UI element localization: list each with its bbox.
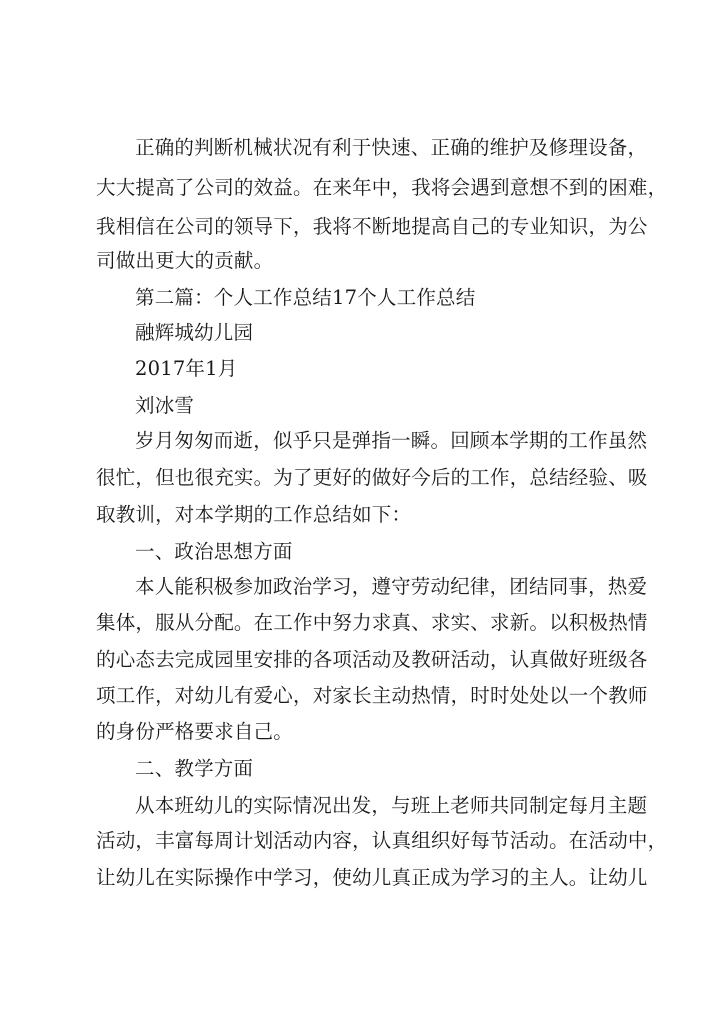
school-name: 融辉城幼儿园 bbox=[135, 321, 254, 344]
paragraph-line: 取教训，对本学期的工作总结如下： bbox=[96, 503, 412, 526]
paragraph-line: 活动，丰富每周计划活动内容，认真组织好每节活动。在活动中， bbox=[96, 829, 668, 852]
section-heading: 第二篇：个人工作总结17个人工作总结 bbox=[135, 286, 476, 309]
paragraph-line: 让幼儿在实际操作中学习，使幼儿真正成为学习的主人。让幼儿 bbox=[96, 866, 648, 889]
subsection-heading: 一、政治思想方面 bbox=[135, 540, 293, 563]
paragraph-line: 的身份严格要求自己。 bbox=[96, 720, 294, 743]
paragraph-line: 大大提高了公司的效益。在来年中，我将会遇到意想不到的困难， bbox=[96, 176, 668, 199]
paragraph-line: 司做出更大的贡献。 bbox=[96, 249, 274, 272]
paragraph-line: 集体，服从分配。在工作中努力求真、求实、求新。以积极热情 bbox=[96, 611, 648, 634]
paragraph-line: 很忙，但也很充实。为了更好的做好今后的工作，总结经验、吸 bbox=[96, 466, 648, 489]
paragraph-line: 岁月匆匆而逝，似乎只是弹指一瞬。回顾本学期的工作虽然 bbox=[135, 429, 648, 452]
date-line: 2017年1月 bbox=[135, 357, 238, 380]
author-name: 刘冰雪 bbox=[135, 394, 195, 417]
paragraph-line: 正确的判断机械状况有利于快速、正确的维护及修理设备， bbox=[135, 136, 648, 159]
paragraph-line: 的心态去完成园里安排的各项活动及教研活动，认真做好班级各 bbox=[96, 648, 648, 671]
paragraph-line: 本人能积极参加政治学习，遵守劳动纪律，团结同事，热爱 bbox=[135, 575, 648, 598]
paragraph-line: 我相信在公司的领导下，我将不断地提高自己的专业知识，为公 bbox=[96, 215, 648, 238]
subsection-heading: 二、教学方面 bbox=[135, 757, 254, 780]
paragraph-line: 项工作，对幼儿有爱心，对家长主动热情，时时处处以一个教师 bbox=[96, 684, 648, 707]
paragraph-line: 从本班幼儿的实际情况出发，与班上老师共同制定每月主题 bbox=[135, 794, 648, 817]
